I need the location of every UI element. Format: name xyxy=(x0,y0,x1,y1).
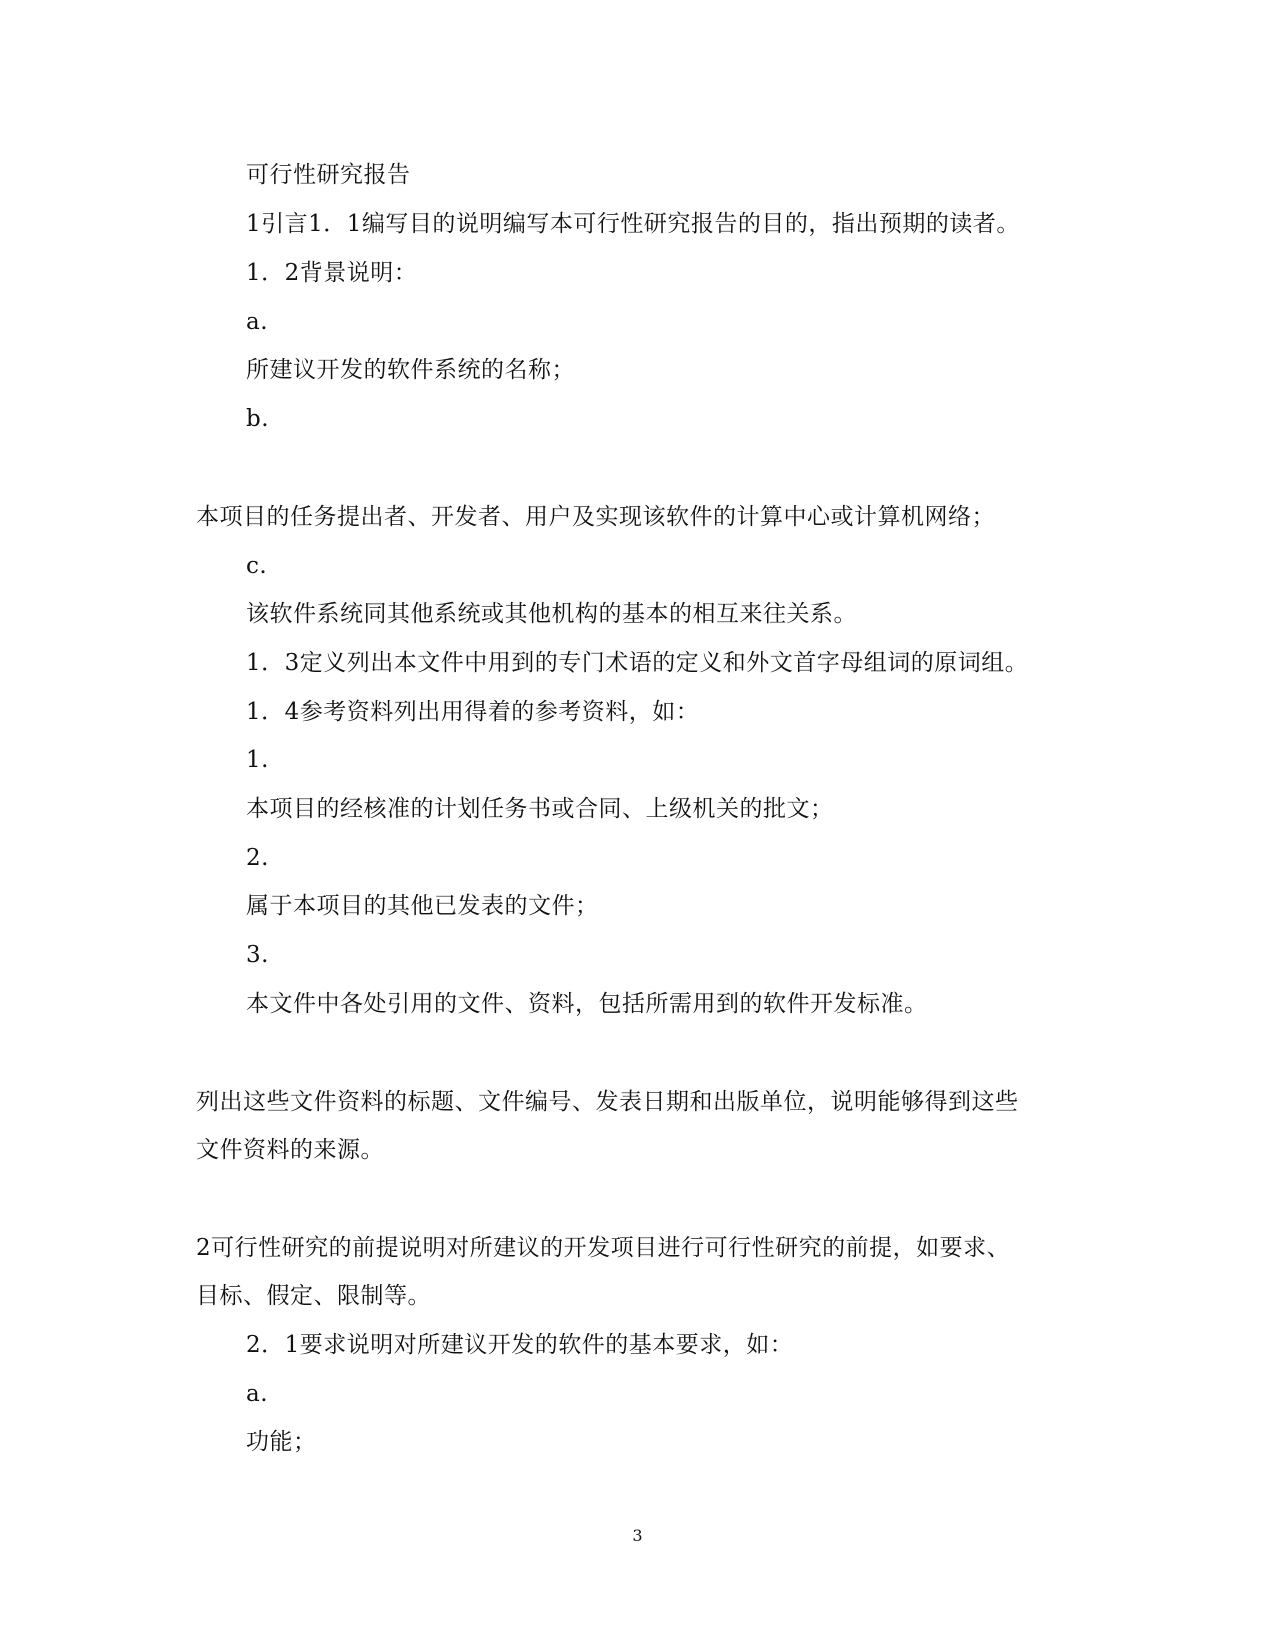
text-line: 属于本项目的其他已发表的文件； xyxy=(246,893,599,919)
text-line: 本文件中各处引用的文件、资料，包括所需用到的软件开发标准。 xyxy=(246,991,928,1017)
text-line: 2．1要求说明对所建议开发的软件的基本要求，如： xyxy=(246,1332,794,1358)
list-marker: b. xyxy=(246,406,270,432)
text-line: 1．3定义列出本文件中用到的专门术语的定义和外文首字母组词的原词组。 xyxy=(246,650,1029,676)
text-line: 该软件系统同其他系统或其他机构的基本的相互来往关系。 xyxy=(246,601,857,627)
page-number: 3 xyxy=(632,1526,643,1545)
list-marker: a. xyxy=(246,1381,269,1407)
list-marker: a. xyxy=(246,309,269,335)
text-line: 1．2背景说明： xyxy=(246,260,418,286)
text-line: 本项目的经核准的计划任务书或合同、上级机关的批文； xyxy=(246,796,834,822)
list-marker: c. xyxy=(246,553,268,579)
text-line: 目标、假定、限制等。 xyxy=(196,1283,431,1309)
list-marker: 1. xyxy=(246,747,269,773)
text-line: 列出这些文件资料的标题、文件编号、发表日期和出版单位，说明能够得到这些 xyxy=(196,1089,1019,1115)
list-marker: 3. xyxy=(246,942,269,968)
text-line: 2可行性研究的前提说明对所建议的开发项目进行可行性研究的前提，如要求、 xyxy=(196,1235,1011,1261)
list-marker: 2. xyxy=(246,845,269,871)
document-title: 可行性研究报告 xyxy=(246,162,411,188)
text-line: 功能； xyxy=(246,1429,317,1455)
text-line: 本项目的任务提出者、开发者、用户及实现该软件的计算中心或计算机网络； xyxy=(196,504,995,530)
text-line: 所建议开发的软件系统的名称； xyxy=(246,357,575,383)
text-line: 1引言1．1编写目的说明编写本可行性研究报告的目的，指出预期的读者。 xyxy=(246,211,1020,237)
text-line: 文件资料的来源。 xyxy=(196,1137,384,1163)
text-line: 1．4参考资料列出用得着的参考资料，如： xyxy=(246,699,700,725)
